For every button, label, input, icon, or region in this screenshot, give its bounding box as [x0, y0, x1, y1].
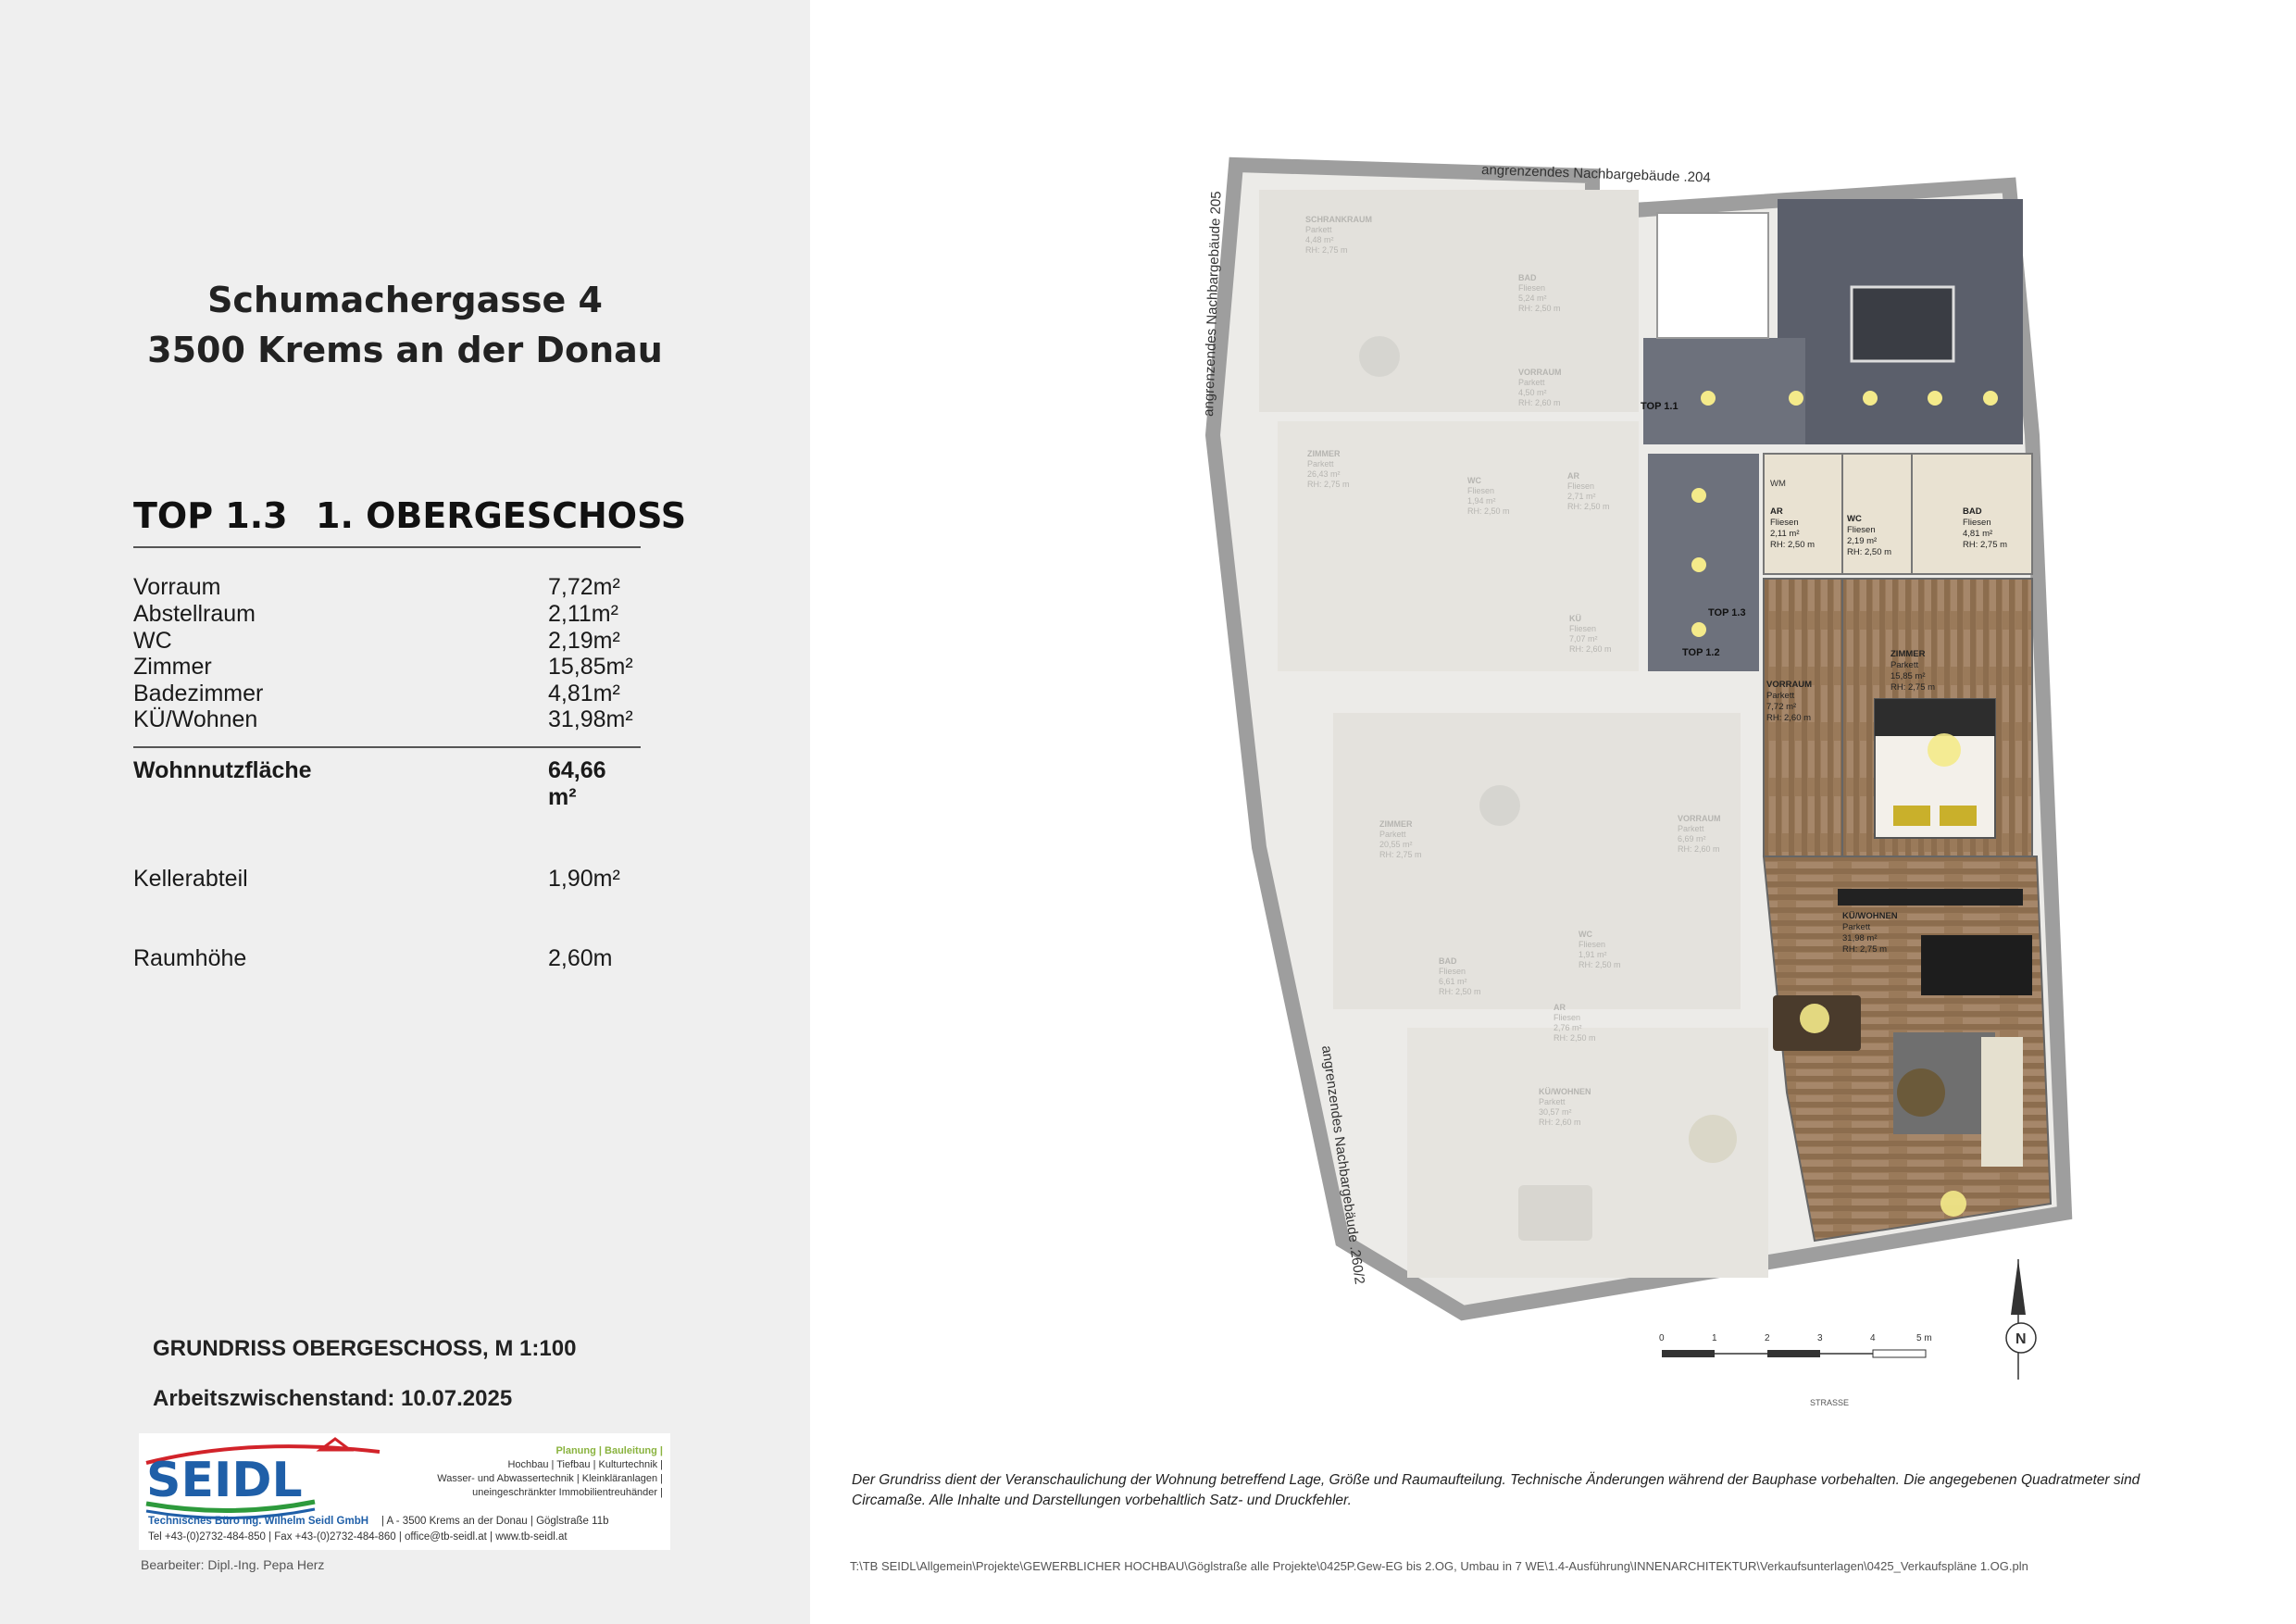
room-label: AR: [1770, 506, 1783, 517]
scale-tick: 0: [1659, 1333, 1665, 1343]
height-row: [133, 945, 641, 971]
scale-tick: 3: [1817, 1333, 1823, 1343]
room-row: [133, 706, 641, 732]
wm-label: WM: [1770, 479, 1786, 489]
room-height: RH: 2,75 m: [1305, 245, 1348, 255]
unit-top: TOP 1.3: [133, 495, 288, 536]
header-divider: [133, 546, 641, 548]
room-row: [133, 654, 641, 680]
room-area: 5,24 m²: [1518, 294, 1547, 303]
cellar-label: Kellerabteil: [133, 866, 248, 892]
cellar-value: 1,90m²: [548, 866, 620, 892]
room-floor: Parkett: [1890, 660, 1919, 670]
street-label: STRASSE: [1810, 1398, 1850, 1407]
room-label: ZIMMER: [1890, 649, 1926, 659]
ceiling-light: [1691, 488, 1706, 503]
logo-services-2: Hochbau | Tiefbau | Kulturtechnik |: [507, 1459, 663, 1470]
room-label: WC: [1467, 476, 1481, 485]
room-area: 2,19 m²: [1847, 536, 1878, 546]
logo-address: | A - 3500 Krems an der Donau | Göglstraße 11b: [381, 1516, 609, 1527]
room-height: RH: 2,75 m: [1307, 480, 1350, 489]
room-height: RH: 2,75 m: [1890, 682, 1936, 693]
room-height: RH: 2,50 m: [1467, 506, 1510, 516]
room-area: 31,98m²: [548, 706, 633, 732]
room-floor: Fliesen: [1847, 525, 1876, 535]
north-arrow-icon: [2006, 1259, 2036, 1380]
room-height: RH: 2,75 m: [1842, 944, 1888, 955]
total-value: 64,66 m²: [548, 757, 606, 810]
room-area: 4,50 m²: [1518, 388, 1547, 397]
top-1-2-label: TOP 1.2: [1682, 647, 1720, 658]
ceiling-light: [1800, 1004, 1829, 1033]
room-name: WC: [133, 628, 172, 654]
room-label: KÜ/WOHNEN: [1842, 911, 1898, 921]
height-label: Raumhöhe: [133, 945, 247, 971]
pillow: [1893, 806, 1930, 826]
logo-services-1: Planung | Bauleitung |: [555, 1445, 663, 1456]
room-area: 7,72m²: [548, 574, 620, 600]
top-1-3-label: TOP 1.3: [1708, 607, 1746, 618]
room-height: RH: 2,50 m: [1439, 987, 1481, 996]
scale-tick: 1: [1712, 1333, 1717, 1343]
bed-headboard: [1875, 699, 1995, 736]
room-height: RH: 2,75 m: [1963, 540, 2008, 550]
room-floor: Parkett: [1766, 691, 1795, 701]
room-height: RH: 2,60 m: [1539, 1118, 1581, 1127]
room-floor: Parkett: [1539, 1097, 1566, 1106]
room-area: 4,81 m²: [1963, 529, 1993, 539]
faded-table: [1518, 1185, 1592, 1241]
room-height: RH: 2,50 m: [1770, 540, 1816, 550]
room-height: RH: 2,75 m: [1379, 850, 1422, 859]
ceiling-light: [1940, 1191, 1966, 1217]
faded-lamp: [1689, 1115, 1737, 1163]
svg-text:N: N: [2015, 1331, 2027, 1347]
room-area: 7,07 m²: [1569, 634, 1598, 643]
room-area: 6,69 m²: [1678, 834, 1706, 843]
unit-floor: 1. OBERGESCHOSS: [316, 495, 687, 536]
stair-eye: [1852, 287, 1953, 361]
address-street: Schumachergasse 4: [207, 280, 603, 320]
logo-contact: Tel +43-(0)2732-484-850 | Fax +43-(0)2732-484-860 | office@tb-seidl.at | www.tb-seidl.at: [148, 1531, 568, 1543]
room-height: RH: 2,50 m: [1847, 547, 1892, 557]
total-label: Wohnnutzfläche: [133, 757, 312, 783]
info-panel: [0, 0, 810, 1624]
room-area: 6,61 m²: [1439, 977, 1467, 986]
room-label: KÜ/WOHNEN: [1539, 1087, 1591, 1096]
ceiling-light: [1928, 733, 1961, 767]
room-row: [133, 681, 641, 706]
brand-text: SEIDL: [146, 1453, 303, 1508]
room-height: RH: 2,50 m: [1518, 304, 1561, 313]
room-label: VORRAUM: [1518, 368, 1562, 377]
room-floor: Parkett: [1307, 459, 1334, 468]
room-height: RH: 2,60 m: [1766, 713, 1812, 723]
room-area: 2,19m²: [548, 628, 620, 654]
room-label: BAD: [1439, 956, 1457, 966]
logo-services-3: Wasser- und Abwassertechnik | Kleinkläranlagen |: [437, 1473, 663, 1484]
disclaimer-text: Der Grundriss dient der Veranschaulichung der Wohnung betreffend Lage, Größe und Raumaufteilung. Technische Änderungen während der Bauphase vorbehalten. Die angegebenen Quadratmeter sind Circamaße. Alle Inhalte und Darstellungen vorbehaltlich Satz- und Druckfehler.: [852, 1472, 2140, 1508]
seidl-logo-graphic: [139, 1433, 670, 1550]
logo-services-4: uneingeschränkter Immobilientreuhänder |: [472, 1487, 663, 1498]
room-area: 15,85 m²: [1890, 671, 1926, 681]
top-1-1-label: TOP 1.1: [1641, 401, 1678, 412]
scale-tick: 4: [1870, 1333, 1876, 1343]
room-area: 2,11m²: [548, 601, 618, 627]
room-area: 26,43 m²: [1307, 469, 1341, 479]
room-name: Vorraum: [133, 574, 221, 600]
total-divider: [133, 746, 641, 748]
room-label: AR: [1567, 471, 1579, 481]
room-area: 2,71 m²: [1567, 492, 1596, 501]
room-height: RH: 2,50 m: [1554, 1033, 1596, 1043]
faded-unit-1-2: [1333, 713, 1741, 1009]
ceiling-light: [1928, 391, 1942, 406]
editor-credit: Bearbeiter: Dipl.-Ing. Pepa Herz: [141, 1557, 325, 1572]
room-label: WC: [1847, 514, 1862, 524]
room-label: KÜ: [1569, 614, 1581, 623]
room-floor: Parkett: [1379, 830, 1406, 839]
lift-shaft: [1657, 213, 1768, 338]
pillow: [1940, 806, 1977, 826]
room-area: 2,11 m²: [1770, 529, 1800, 539]
room-area: 4,48 m²: [1305, 235, 1334, 244]
kitchen-island: [1921, 935, 2032, 995]
corridor-upper: [1643, 338, 1805, 444]
kitchen-counter: [1838, 889, 2023, 906]
room-floor: Fliesen: [1569, 624, 1597, 633]
plan-status: Arbeitszwischenstand: 10.07.2025: [153, 1386, 513, 1411]
room-floor: Parkett: [1842, 922, 1871, 932]
total-row: [133, 757, 641, 810]
room-floor: Parkett: [1518, 378, 1545, 387]
room-label: WC: [1578, 930, 1592, 939]
neighbor-top-label: angrenzendes Nachbargebäude .204: [1480, 162, 1712, 186]
room-area: 4,81m²: [548, 681, 620, 706]
room-area: 1,94 m²: [1467, 496, 1496, 506]
scale-tick: 2: [1765, 1333, 1770, 1343]
cellar-row: [133, 866, 641, 892]
floor-plan: [1148, 148, 2222, 1407]
scale-bar: [1659, 1333, 1932, 1357]
room-height: RH: 2,60 m: [1569, 644, 1612, 654]
scale-tick: 5 m: [1916, 1333, 1932, 1343]
ceiling-light: [1691, 622, 1706, 637]
room-area: 2,76 m²: [1554, 1023, 1582, 1032]
room-floor: Fliesen: [1518, 283, 1546, 293]
room-height: RH: 2,60 m: [1678, 844, 1720, 854]
neighbor-right-label: angrenzendes Nachbargebäude .260/2: [1318, 1044, 1368, 1286]
ceiling-light: [1701, 391, 1716, 406]
file-path: T:\TB SEIDL\Allgemein\Projekte\GEWERBLICHER HOCHBAU\Göglstraße alle Projekte\0425P.Gew-EG bis 2.OG, Umbau in 7 WE\1.4-Ausführung\INNENARCHITEKTUR\Verkaufsunterlagen\0425_Verkaufspläne 1.OG.pln: [850, 1559, 2028, 1573]
room-floor: Fliesen: [1467, 486, 1495, 495]
room-label: BAD: [1963, 506, 1982, 517]
company-logo: [139, 1433, 670, 1550]
address-city: 3500 Krems an der Donau: [147, 330, 663, 370]
ceiling-light: [1691, 557, 1706, 572]
room-row: [133, 574, 641, 600]
height-value: 2,60m: [548, 945, 613, 971]
coffee-table: [1897, 1068, 1945, 1117]
room-floor: Fliesen: [1963, 518, 1991, 528]
sofa: [1981, 1037, 2023, 1167]
plan-title: GRUNDRISS OBERGESCHOSS, M 1:100: [153, 1336, 577, 1361]
room-label: BAD: [1518, 273, 1537, 282]
room-area: 31,98 m²: [1842, 933, 1878, 943]
room-floor: Fliesen: [1770, 518, 1799, 528]
room-label: VORRAUM: [1766, 680, 1813, 690]
room-floor: Fliesen: [1567, 481, 1595, 491]
ceiling-light: [1983, 391, 1998, 406]
room-label: SCHRANKRAUM: [1305, 215, 1372, 224]
room-label: ZIMMER: [1307, 449, 1341, 458]
ceiling-light: [1789, 391, 1803, 406]
ceiling-light: [1863, 391, 1878, 406]
room-area: 15,85m²: [548, 654, 633, 680]
room-area: 1,91 m²: [1578, 950, 1607, 959]
room-height: RH: 2,50 m: [1567, 502, 1610, 511]
logo-company: Technisches Büro Ing. Wilhelm Seidl GmbH: [148, 1516, 369, 1527]
room-area: 7,72 m²: [1766, 702, 1797, 712]
room-floor: Fliesen: [1578, 940, 1606, 949]
room-name: Zimmer: [133, 654, 212, 680]
room-floor: Parkett: [1678, 824, 1704, 833]
room-height: RH: 2,60 m: [1518, 398, 1561, 407]
room-label: AR: [1554, 1003, 1566, 1012]
faded-lamp: [1359, 336, 1400, 377]
room-name: KÜ/Wohnen: [133, 706, 258, 732]
room-floor: Parkett: [1305, 225, 1332, 234]
room-name: Badezimmer: [133, 681, 264, 706]
room-label: ZIMMER: [1379, 819, 1413, 829]
room-area: 30,57 m²: [1539, 1107, 1572, 1117]
room-floor: Fliesen: [1439, 967, 1466, 976]
room-floor: Fliesen: [1554, 1013, 1581, 1022]
room-name: Abstellraum: [133, 601, 256, 627]
faded-lamp: [1479, 785, 1520, 826]
neighbor-left-label: angrenzendes Nachbargebäude 205: [1201, 191, 1225, 418]
room-area: 20,55 m²: [1379, 840, 1413, 849]
room-row: [133, 628, 641, 654]
room-height: RH: 2,50 m: [1578, 960, 1621, 969]
room-label: VORRAUM: [1678, 814, 1721, 823]
room-row: [133, 601, 641, 627]
